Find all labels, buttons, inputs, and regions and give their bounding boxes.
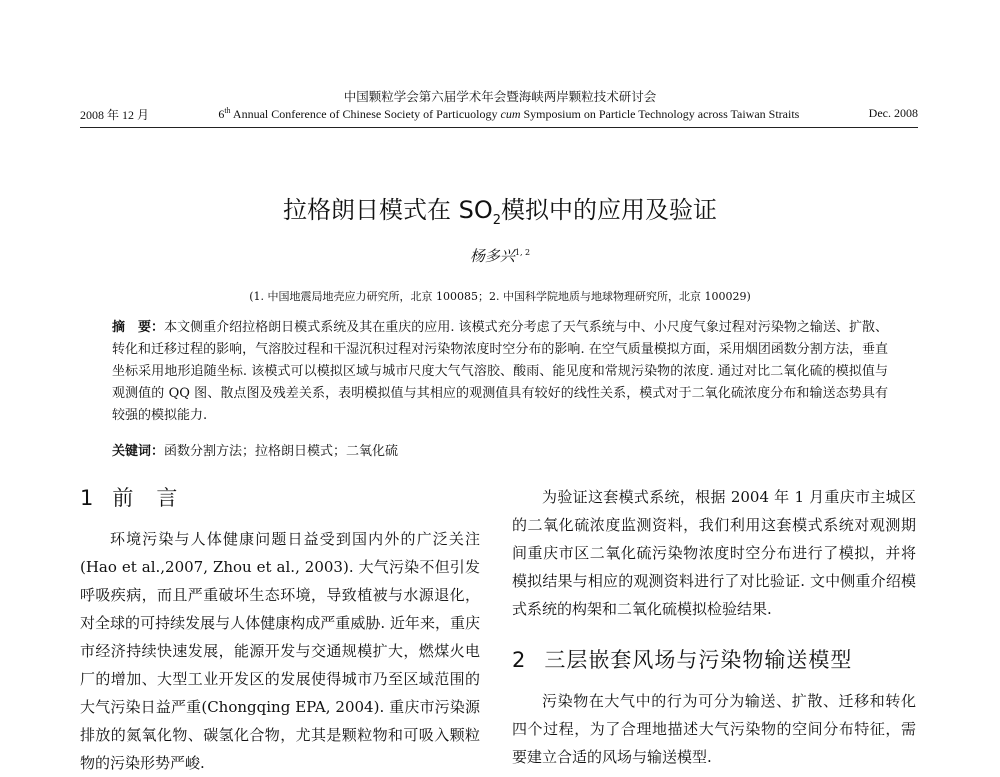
section-1-paragraph: 环境污染与人体健康问题日益受到国内外的广泛关注(Hao et al.,2007, Zhou et al., 2003). 大气污染不但引发呼吸疾病，而且严重破坏生态环境，导致植被与水源退化，对全球的可持续发展与人体健康构成严重威胁. 近年来，重庆市经济持续快速发展，能源开发与交通规模扩大，燃煤火电厂的增加、大型工业开发区的发展使得城市乃至区域范围的大气污染日益严重(Chongqing EPA, 2004). 重庆市污染源排放的氮氧化物、碳氢化合物，尤其是颗粒物和可吸入颗粒物的污染形势严峻. (80, 530, 480, 772)
keywords-text: 函数分割方法；拉格朗日模式；二氧化硫 (164, 444, 399, 459)
header-conference-en: 6th Annual Conference of Chinese Society of Particuology cum Symposium on Particle Technology across Taiwan Straits (218, 106, 800, 121)
header-date-cn: 2008 年 12 月 (80, 108, 150, 122)
keywords (112, 440, 888, 459)
abstract-text: 本文侧重介绍拉格朗日模式系统及其在重庆的应用. 该模式充分考虑了天气系统与中、小尺度气象过程对污染物之输送、扩散、转化和迁移过程的影响，气溶胶过程和干湿沉积过程对污染物浓度时空分布的影响. 在空气质量模拟方面，采用烟团函数分割方法，垂直坐标采用地形追随坐标. 该模式可以模拟区域与城市尺度大气气溶胶、酸雨、能见度和常规污染物的浓度. 通过对比二氧化硫的模拟值与观测值的 QQ 图、散点图及残差关系，表明模拟值与其相应的观测值具有较好的线性关系，模式对于二氧化硫浓度分布和输送态势具有较强的模拟能力. (112, 320, 888, 423)
section-heading-1: 1 前 言 (80, 486, 179, 510)
intro-continued-paragraph: 为验证这套模式系统，根据 2004 年 1 月重庆市主城区的二氧化硫浓度监测资料，我们利用这套模式系统对观测期间重庆市区二氧化硫污染物浓度时空分布进行了模拟，并将模拟结果与相应的观测资料进行了对比验证. 文中侧重介绍模式系统的构架和二氧化硫模拟检验结果. (512, 488, 916, 618)
section-heading-2: 2 三层嵌套风场与污染物输送模型 (512, 648, 853, 672)
paper-title: 拉格朗日模式在 $SO_2$模拟中的应用及验证 (282, 196, 718, 228)
left-column (80, 483, 480, 777)
keywords-label: 关键词： (112, 444, 165, 459)
running-header (80, 106, 918, 128)
section-2-paragraph: 污染物在大气中的行为可分为输送、扩散、迁移和转化四个过程，为了合理地描述大气污染物的空间分布特征，需要建立合适的风场与输送模型. (512, 692, 916, 766)
abstract (112, 317, 888, 427)
header-date-en: Dec. 2008 (868, 106, 918, 120)
right-column (512, 483, 916, 771)
affiliations: (1. 中国地震局地壳应力研究所，北京 100085；2. 中国科学院地质与地球物理研究所，北京 100029) (249, 290, 751, 303)
author: 杨多兴$^{1, 2}$ (469, 247, 531, 265)
abstract-label: 摘 要： (112, 320, 165, 335)
conference-header: 中国颗粒学会第六届学术年会暨海峡两岸颗粒技术研讨会 (343, 89, 657, 104)
